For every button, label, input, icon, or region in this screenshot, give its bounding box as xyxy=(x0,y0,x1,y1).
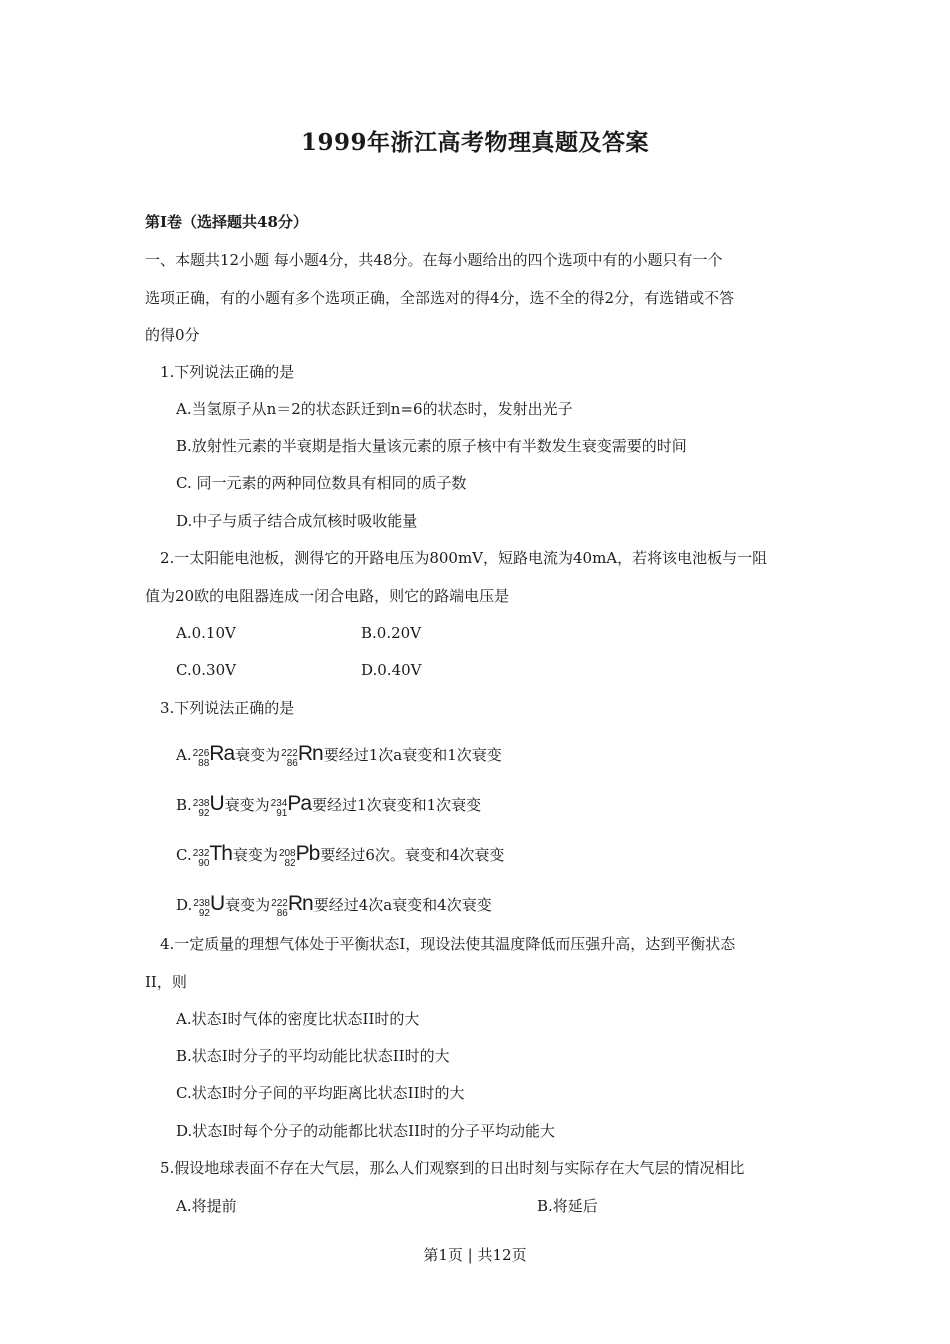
mass-number: 232 xyxy=(192,848,210,859)
question-2-option-c: C.0.30V xyxy=(176,661,236,679)
question-1-option-b: B.放射性元素的半衰期是指大量该元素的原子核中有半数发生衰变需要的时间 xyxy=(176,437,687,455)
option-label: D. xyxy=(176,896,193,914)
decay-text: 衰变为 xyxy=(232,846,278,864)
atomic-number: 92 xyxy=(198,808,210,819)
element-symbol: Th xyxy=(209,842,232,865)
atomic-number: 91 xyxy=(276,808,288,819)
question-4-stem-line-2: II，则 xyxy=(145,973,187,991)
nuclide-radium-226 xyxy=(193,744,235,773)
instruction-line-1: 一、本题共12小题 每小题4分，共48分。在每小题给出的四个选项中有的小题只有一个 xyxy=(145,251,723,269)
question-2-stem-line-1: 2.一太阳能电池板，测得它的开路电压为800mV，短路电流为40mA，若将该电池板与一阻 xyxy=(160,549,768,567)
decay-text: 衰变为 xyxy=(224,796,270,814)
question-3-stem: 3.下列说法正确的是 xyxy=(160,699,295,717)
mass-number: 226 xyxy=(192,748,210,759)
question-5-option-b: B.将延后 xyxy=(537,1197,598,1215)
page-footer: 第1页 | 共12页 xyxy=(423,1246,527,1264)
instruction-line-3: 的得0分 xyxy=(145,326,200,344)
nuclide-protactinium-234 xyxy=(271,794,311,823)
element-symbol: Rn xyxy=(287,892,313,915)
decay-text: 衰变为 xyxy=(225,896,271,914)
question-3-option-b xyxy=(176,794,481,823)
mass-number: 208 xyxy=(278,848,296,859)
atomic-number: 82 xyxy=(284,858,296,869)
atomic-number: 86 xyxy=(276,908,288,919)
element-symbol: Pa xyxy=(287,792,312,815)
question-3-option-a xyxy=(176,744,502,773)
question-4-option-a: A.状态I时气体的密度比状态II时的大 xyxy=(176,1010,420,1028)
question-5-option-a: A.将提前 xyxy=(176,1197,237,1215)
question-4-stem-line-1: 4.一定质量的理想气体处于平衡状态I，现设法使其温度降低而压强升高，达到平衡状态 xyxy=(160,935,736,953)
option-tail-text: 要经过6次。衰变和4次衰变 xyxy=(320,846,505,864)
question-1-option-d: D.中子与质子结合成氘核时吸收能量 xyxy=(176,512,418,530)
section-heading: 第Ⅰ卷（选择题共48分） xyxy=(145,213,308,231)
atomic-number: 92 xyxy=(198,908,210,919)
mass-number: 238 xyxy=(192,798,210,809)
mass-number: 234 xyxy=(270,798,288,809)
atomic-number: 88 xyxy=(198,758,210,769)
option-tail-text: 要经过1次a衰变和1次衰变 xyxy=(323,746,502,764)
mass-number: 238 xyxy=(193,898,210,909)
question-5-stem: 5.假设地球表面不存在大气层，那么人们观察到的日出时刻与实际存在大气层的情况相比 xyxy=(160,1159,745,1177)
question-1-stem: 1.下列说法正确的是 xyxy=(160,363,295,381)
option-label: B. xyxy=(176,796,192,814)
atomic-number: 86 xyxy=(286,758,298,769)
question-2-option-a: A.0.10V xyxy=(176,624,236,642)
option-label: C. xyxy=(176,846,192,864)
nuclide-uranium-238 xyxy=(193,894,224,923)
question-4-option-c: C.状态I时分子间的平均距离比状态II时的大 xyxy=(176,1084,465,1102)
mass-number: 222 xyxy=(271,898,288,909)
mass-number: 222 xyxy=(281,748,298,759)
option-tail-text: 要经过1次衰变和1次衰变 xyxy=(312,796,482,814)
option-label: A. xyxy=(176,746,192,764)
nuclide-radon-222 xyxy=(271,894,313,923)
question-3-option-c xyxy=(176,844,504,873)
question-3-option-d xyxy=(176,894,492,923)
nuclide-uranium-238 xyxy=(193,794,224,823)
question-1-option-a: A.当氢原子从n＝2的状态跃迁到n=6的状态时，发射出光子 xyxy=(176,400,573,418)
decay-text: 衰变为 xyxy=(235,746,281,764)
question-4-option-d: D.状态I时每个分子的动能都比状态II时的分子平均动能大 xyxy=(176,1122,556,1140)
question-2-option-d: D.0.40V xyxy=(361,661,422,679)
question-1-option-c: C. 同一元素的两种同位数具有相同的质子数 xyxy=(176,474,467,492)
question-4-option-b: B.状态I时分子的平均动能比状态II时的大 xyxy=(176,1047,450,1065)
document-title: 1999年浙江高考物理真题及答案 xyxy=(300,129,649,156)
nuclide-thorium-232 xyxy=(193,844,232,873)
instruction-line-2: 选项正确，有的小题有多个选项正确，全部选对的得4分，选不全的得2分，有选错或不答 xyxy=(145,289,735,307)
element-symbol: Rn xyxy=(297,742,323,765)
atomic-number: 90 xyxy=(198,858,210,869)
option-tail-text: 要经过4次a衰变和4次衰变 xyxy=(313,896,492,914)
nuclide-lead-208 xyxy=(279,844,319,873)
element-symbol: Pb xyxy=(295,842,320,865)
nuclide-radon-222 xyxy=(281,744,323,773)
element-symbol: U xyxy=(209,792,224,815)
question-2-stem-line-2: 值为20欧的电阻器连成一闭合电路，则它的路端电压是 xyxy=(145,587,510,605)
question-2-option-b: B.0.20V xyxy=(361,624,422,642)
element-symbol: U xyxy=(209,892,225,915)
element-symbol: Ra xyxy=(209,742,235,765)
